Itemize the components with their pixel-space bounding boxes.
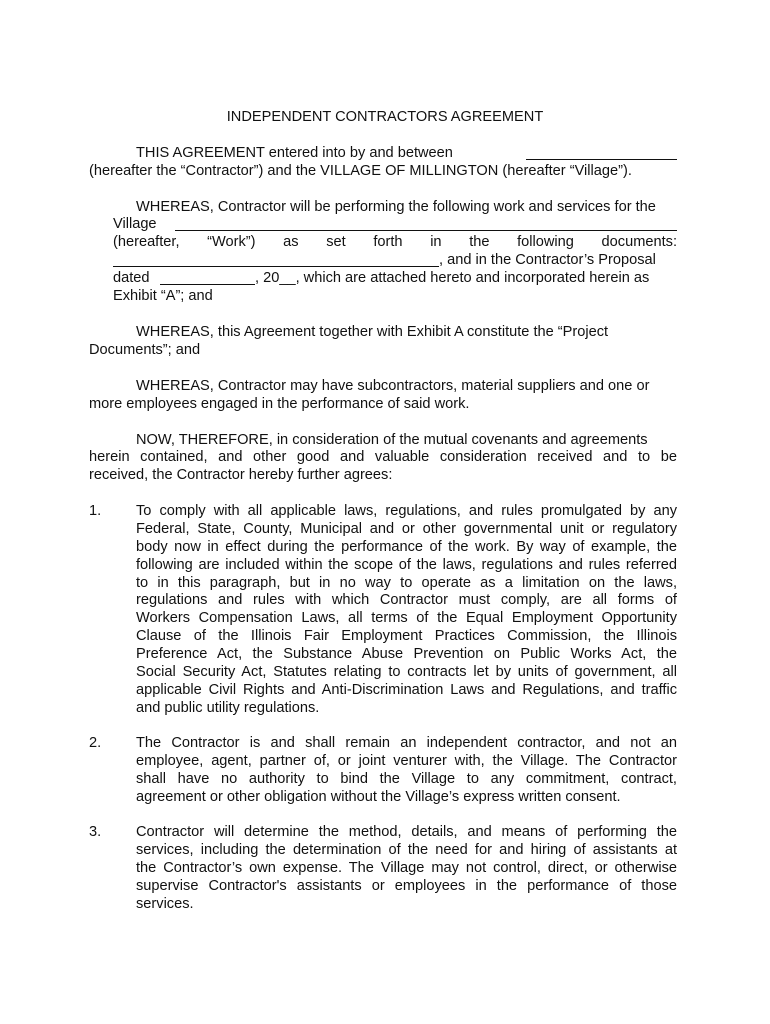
item-line: services, including the determination of the need for and hiring of assistants at: [136, 841, 677, 858]
item-line: To comply with all applicable laws, regulations, and rules promulgated by any: [136, 503, 677, 519]
documents-blank: [113, 253, 439, 267]
whereas1-village-label: Village: [113, 216, 157, 232]
item-line: shall have no authority to bind the Village to any commitment, contract,: [136, 770, 677, 787]
whereas1-dated-label: dated: [113, 270, 150, 286]
proposal-date-blank: [160, 271, 255, 285]
whereas1-line-5: , 20__, which are attached hereto and incorporated herein as: [255, 270, 650, 286]
item-number: 2.: [89, 735, 102, 751]
now-therefore-line-2: herein contained, and other good and valuable consideration received and to be: [89, 449, 677, 465]
whereas2-line-1: WHEREAS, this Agreement together with Exhibit A constitute the “Project: [136, 324, 609, 340]
item-line: The Contractor is and shall remain an independent contractor, and not an: [136, 735, 677, 751]
item-line: and public utility regulations.: [136, 699, 320, 716]
item-line: following are included within the scope of the laws, regulations and rules referred: [136, 556, 677, 573]
village-work-blank: [175, 217, 677, 231]
intro-line-1: THIS AGREEMENT entered into by and between: [136, 145, 453, 161]
item-number: 1.: [89, 503, 102, 519]
contractor-name-blank: [526, 146, 677, 160]
item-line: supervise Contractor's assistants or employees in the performance of those: [136, 877, 677, 894]
whereas1-proposal-text: , and in the Contractor’s Proposal: [439, 252, 656, 268]
item-line: the Contractor’s own expense. The Village may not control, direct, or otherwise: [136, 859, 677, 876]
item-line: Clause of the Illinois Fair Employment Practices Commission, the Illinois: [136, 628, 677, 645]
item-line: Workers Compensation Laws, all terms of the Equal Employment Opportunity: [136, 610, 677, 627]
item-line: agreement or other obligation without the Village’s express written consent.: [136, 788, 621, 805]
item-line: regulations and rules with which Contractor must comply, are all forms of: [136, 592, 677, 609]
intro-line-2: (hereafter the “Contractor”) and the VILLAGE OF MILLINGTON (hereafter “Village”).: [89, 163, 632, 179]
now-therefore-line-3: received, the Contractor hereby further agrees:: [89, 467, 393, 483]
item-line: body now in effect during the performance of the work. By way of example, the: [136, 538, 677, 555]
item-line: Federal, State, County, Municipal and or other governmental unit or regulatory: [136, 520, 677, 537]
whereas1-line-1: WHEREAS, Contractor will be performing the following work and services for the: [136, 199, 656, 215]
item-line: employee, agent, partner of, or joint venturer with, the Village. The Contractor: [136, 752, 677, 769]
document-title: INDEPENDENT CONTRACTORS AGREEMENT: [226, 109, 544, 125]
item-line: Preference Act, the Substance Abuse Prevention on Public Works Act, the: [136, 646, 677, 663]
item-line: to in this paragraph, but in no way to operate as a limitation on the laws,: [136, 574, 677, 591]
whereas3-line-1: WHEREAS, Contractor may have subcontractors, material suppliers and one or: [136, 378, 650, 394]
whereas1-line-3: (hereafter, “Work”) as set forth in the following documents:: [113, 234, 677, 250]
item-line: Social Security Act, Statutes relating to contracts let by units of government, all: [136, 664, 677, 681]
item-line: services.: [136, 895, 194, 912]
now-therefore-line-1: NOW, THEREFORE, in consideration of the mutual covenants and agreements: [136, 432, 648, 448]
whereas2-line-2: Documents”; and: [89, 342, 201, 358]
item-line: Contractor will determine the method, details, and means of performing the: [136, 824, 677, 840]
whereas3-line-2: more employees engaged in the performance of said work.: [89, 396, 470, 412]
item-line: applicable Civil Rights and Anti-Discrimination Laws and Regulations, and traffic: [136, 681, 677, 698]
whereas1-line-6: Exhibit “A”; and: [113, 288, 213, 304]
item-number: 3.: [89, 824, 102, 840]
